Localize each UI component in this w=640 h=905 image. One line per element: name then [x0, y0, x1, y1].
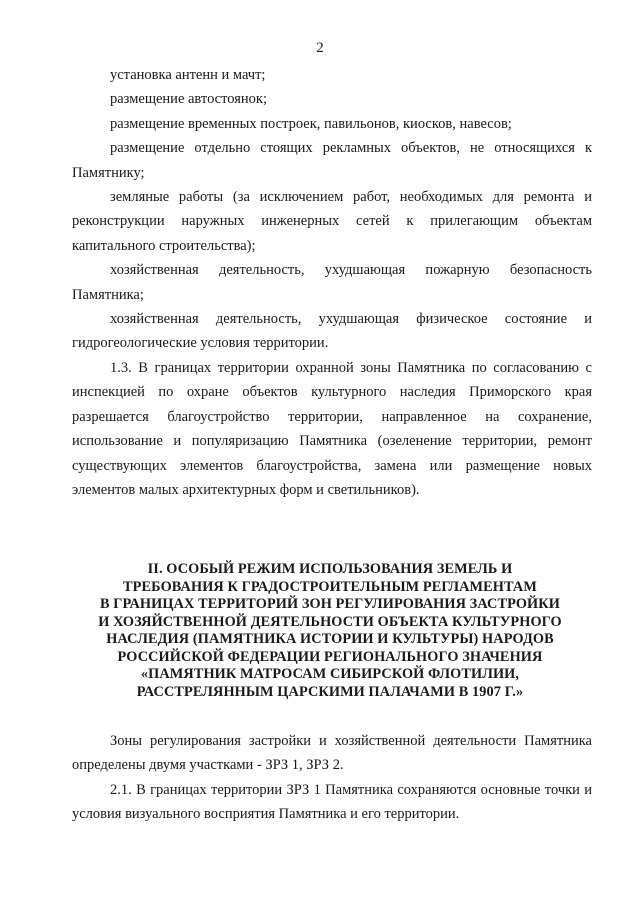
heading-line: И ХОЗЯЙСТВЕННОЙ ДЕЯТЕЛЬНОСТИ ОБЪЕКТА КУЛЬТУРНОГО: [98, 613, 562, 630]
heading-line: РАССТРЕЛЯННЫМ ЦАРСКИМИ ПАЛАЧАМИ В 1907 Г.»: [136, 683, 524, 700]
paragraph-zones: Зоны регулирования застройки и хозяйственной деятельности Памятника определены двумя участками - ЗРЗ 1, ЗРЗ 2.: [72, 733, 592, 774]
list-item-hydrogeology: хозяйственная деятельность, ухудшающая физическое состояние и гидрогеологические условия территории.: [72, 311, 592, 352]
list-item-earthworks: земляные работы (за исключением работ, необходимых для ремонта и реконструкции наружных инженерных сетей к прилегающим объектам капитального строительства);: [72, 189, 592, 254]
list-item-fire-safety: хозяйственная деятельность, ухудшающая пожарную безопасность Памятника;: [72, 262, 592, 303]
heading-line: ТРЕБОВАНИЯ К ГРАДОСТРОИТЕЛЬНЫМ РЕГЛАМЕНТАМ: [123, 578, 537, 595]
list-item-advertising: размещение отдельно стоящих рекламных объектов, не относящихся к Памятнику;: [72, 140, 592, 181]
list-item-antennas: установка антенн и мачт;: [110, 67, 266, 83]
list-item-parking: размещение автостоянок;: [110, 91, 267, 108]
section-heading: [60, 561, 600, 701]
top-text-block: [72, 63, 592, 502]
heading-line: «ПАМЯТНИК МАТРОСАМ СИБИРСКОЙ ФЛОТИЛИИ,: [140, 666, 520, 682]
page-number: 2: [316, 40, 324, 56]
bottom-text-block: [72, 729, 592, 827]
heading-line: РОССИЙСКОЙ ФЕДЕРАЦИИ РЕГИОНАЛЬНОГО ЗНАЧЕНИЯ: [117, 648, 543, 665]
paragraph-1-3: 1.3. В границах территории охранной зоны Памятника по согласованию с инспекцией по охране объектов культурного наследия Приморского края разрешается благоустройство территории, направленное на сохранение, использование и популяризацию Памятника (озеленение территории, ремонт существующих элементов благоустройства, замена или размещение новых элементов малых архитектурных форм и светильников).: [72, 359, 592, 498]
list-item-temporary-buildings: размещение временных построек, павильонов, киосков, навесов;: [110, 115, 512, 132]
paragraph-2-1: 2.1. В границах территории ЗРЗ 1 Памятника сохраняются основные точки и условия визуального восприятия Памятника и его территории.: [72, 781, 592, 823]
heading-line: НАСЛЕДИЯ (ПАМЯТНИКА ИСТОРИИ И КУЛЬТУРЫ) НАРОДОВ: [106, 631, 554, 647]
heading-line: II. ОСОБЫЙ РЕЖИМ ИСПОЛЬЗОВАНИЯ ЗЕМЕЛЬ И: [147, 561, 513, 577]
heading-line: В ГРАНИЦАХ ТЕРРИТОРИЙ ЗОН РЕГУЛИРОВАНИЯ ЗАСТРОЙКИ: [100, 596, 560, 612]
